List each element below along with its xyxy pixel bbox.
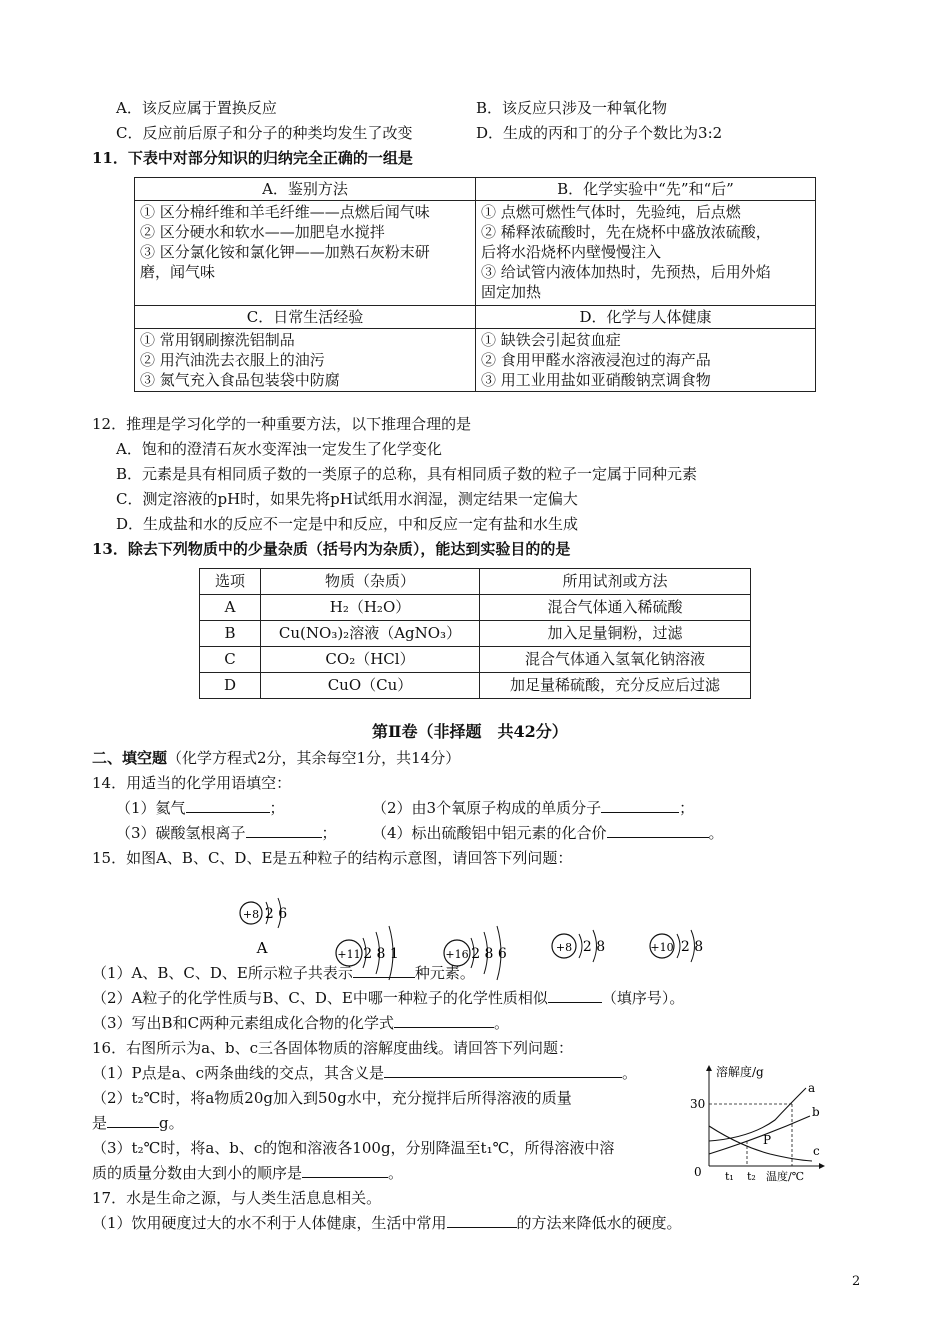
q16-part-1-text: （1）P点是a、c两条曲线的交点，其含义是: [92, 1064, 384, 1082]
section-note: （化学方程式2分，其余每空1分，共14分）: [167, 749, 461, 767]
q15-part-1: [92, 963, 475, 983]
q16-part-1-tail: 。: [621, 1064, 637, 1082]
q11-a-item: 磨，闻气味: [140, 263, 216, 281]
electron-shell-arc: [677, 934, 680, 958]
q16-part-3-cont: [92, 1163, 403, 1183]
q17-part-1-tail: 的方法来降低水的硬度。: [516, 1214, 682, 1232]
q13-header: 物质（杂质）: [261, 569, 480, 595]
part2-title: 第Ⅱ卷（非择题 共42分）: [372, 722, 568, 741]
atom-a-label: A: [256, 939, 268, 957]
q11-b-item: ① 点燃可燃性气体时，先验纯，后点燃: [481, 203, 741, 221]
q13-cell: CO₂（HCl）: [261, 647, 480, 673]
atom-c-nucleus: +16: [445, 948, 469, 961]
answer-blank[interactable]: [384, 1063, 622, 1078]
q13-cell: H₂（H₂O）: [261, 595, 480, 621]
q15-part-3: [92, 1013, 509, 1033]
q16-part-3: （3）t₂℃时，将a、b、c的饱和溶液各100g，分别降温至t₁℃，所得溶液中溶: [92, 1139, 615, 1157]
q14-semicolon: ；: [269, 799, 285, 817]
q11-a-item: ① 区分棉纤维和羊毛纤维——点燃后闻气味: [140, 203, 430, 221]
atom-a: [240, 898, 287, 957]
q16-part-1: [92, 1063, 637, 1083]
q14-item-4-text: （4）标出硫酸铝中铝元素的化合价: [372, 824, 607, 842]
atom-b-shells: 2 8 1: [363, 946, 399, 962]
page-number: 2: [852, 1274, 861, 1289]
q16-part-2-cont: [92, 1113, 184, 1133]
atom-e: [650, 930, 703, 962]
q15-part-3-tail: 。: [494, 1014, 510, 1032]
electron-shell-arc: [579, 934, 582, 958]
q15-part-1-text: （1）A、B、C、D、E所示粒子共表示: [92, 964, 353, 982]
graph-origin: 0: [694, 1165, 702, 1179]
q15-stem: 15．如图A、B、C、D、E是五种粒子的结构示意图，请回答下列问题：: [92, 849, 573, 867]
atom-d-nucleus: +8: [555, 941, 573, 954]
q13-cell: A: [200, 595, 261, 621]
q13-cell: 加入足量铜粉，过滤: [480, 621, 751, 647]
q13-cell: D: [200, 673, 261, 699]
answer-blank[interactable]: [394, 1013, 494, 1028]
curve-a-label: a: [808, 1081, 816, 1095]
q14-semicolon: ；: [679, 799, 695, 817]
q16-part-2-tail: g。: [159, 1114, 184, 1132]
q17-part-1-text: （1）饮用硬度过大的水不利于人体健康，生活中常用: [92, 1214, 447, 1232]
q11-b-item: ② 稀释浓硫酸时，先在烧杯中盛放浓硫酸，: [481, 223, 771, 241]
q13-cell: Cu(NO₃)₂溶液（AgNO₃）: [261, 621, 480, 647]
q11-c-item: ③ 氮气充入食品包装袋中防腐: [140, 371, 340, 389]
curve-c: [709, 1126, 812, 1161]
q13-cell: 加足量稀硫酸，充分反应后过滤: [480, 673, 751, 699]
q15-part-2-text: （2）A粒子的化学性质与B、C、D、E中哪一种粒子的化学性质相似: [92, 989, 548, 1007]
answer-blank[interactable]: [447, 1213, 517, 1228]
q10-option-c: C．反应前后原子和分子的种类均发生了改变: [116, 124, 413, 142]
q13-cell: C: [200, 647, 261, 673]
q11-c-item: ② 用汽油洗去衣服上的油污: [140, 351, 325, 369]
q11-d-item: ① 缺铁会引起贫血症: [481, 331, 621, 349]
answer-blank[interactable]: [353, 963, 415, 978]
q11-b-item: 固定加热: [481, 283, 542, 301]
point-p-label: P: [763, 1133, 772, 1147]
q12-option-b: B．元素是具有相同质子数的一类原子的总称，具有相同质子数的粒子一定属于同种元素: [116, 465, 698, 483]
q14-period: 。: [708, 824, 724, 842]
q11-c-title: C．日常生活经验: [135, 306, 476, 329]
curve-c-label: c: [813, 1144, 820, 1158]
graph-t1-label: t₁: [725, 1170, 734, 1183]
solubility-graph: [680, 1058, 830, 1186]
q17-stem: 17．水是生命之源，与人类生活息息相关。: [92, 1189, 382, 1207]
q10-option-d: D．生成的丙和丁的分子个数比为3:2: [476, 124, 723, 142]
atom-a-shells: 2 6: [264, 906, 288, 922]
q13-stem: 13．除去下列物质中的少量杂质（括号内为杂质），能达到实验目的的是: [92, 540, 571, 558]
q11-d-item: ③ 用工业用盐如亚硝酸钠烹调食物: [481, 371, 711, 389]
q10-option-b: B．该反应只涉及一种氧化物: [476, 99, 668, 117]
answer-blank[interactable]: [107, 1113, 159, 1128]
q11-b-title: B．化学实验中“先”和“后”: [476, 178, 816, 201]
curve-b-label: b: [812, 1105, 820, 1119]
q17-part-1: [92, 1213, 682, 1233]
q12-option-d: D．生成盐和水的反应不一定是中和反应，中和反应一定有盐和水生成: [116, 515, 579, 533]
q13-cell: 混合气体通入氢氧化钠溶液: [480, 647, 751, 673]
q15-part-2-tail: （填序号）。: [601, 989, 685, 1007]
q14-item-1-text: （1）氦气: [116, 799, 186, 817]
q16-stem: 16．右图所示为a、b、c三各固体物质的溶解度曲线。请回答下列问题：: [92, 1039, 574, 1057]
curve-a: [709, 1088, 806, 1141]
q11-a-item: ③ 区分氯化铵和氯化钾——加熟石灰粉末研: [140, 243, 430, 261]
q15-part-2: [92, 988, 684, 1008]
answer-blank[interactable]: [302, 1163, 388, 1178]
atom-a-nucleus: +8: [242, 908, 260, 921]
atom-d-shells: 2 8: [582, 939, 606, 955]
atom-d: [552, 930, 605, 962]
q16-part-2: （2）t₂℃时，将a物质20g加入到50g水中，充分搅拌后所得溶液的质量: [92, 1089, 572, 1107]
atom-e-nucleus: +10: [650, 941, 674, 954]
answer-blank[interactable]: [548, 988, 602, 1003]
q13-cell: B: [200, 621, 261, 647]
q12-option-c: C．测定溶液的pH时，如果先将pH试纸用水润湿，测定结果一定偏大: [116, 490, 578, 508]
q11-d-title: D．化学与人体健康: [476, 306, 816, 329]
q13-header: 选项: [200, 569, 261, 595]
q11-a-item: ② 区分硬水和软水——加肥皂水搅拌: [140, 223, 385, 241]
q16-part-3-tail: 。: [388, 1164, 404, 1182]
q16-part-2-text: 是: [92, 1114, 108, 1132]
q12-option-a: A．饱和的澄清石灰水变浑浊一定发生了化学变化: [116, 440, 442, 458]
q14-stem: 14．用适当的化学用语填空：: [92, 774, 292, 792]
graph-y-label: 溶解度/g: [716, 1065, 764, 1079]
atom-e-shells: 2 8: [680, 939, 704, 955]
atom-c-shells: 2 8 6: [471, 946, 507, 962]
atom-b-nucleus: +11: [337, 948, 361, 961]
q15-part-3-text: （3）写出B和C两种元素组成化合物的化学式: [92, 1014, 395, 1032]
graph-x-label: 温度/℃: [766, 1170, 805, 1183]
q11-a-title: A．鉴别方法: [135, 178, 476, 201]
q14-semicolon: ；: [321, 824, 337, 842]
q14-item-3-text: （3）碳酸氢根离子: [116, 824, 246, 842]
q14-item-2-text: （2）由3个氧原子构成的单质分子: [372, 799, 602, 817]
q16-part-3-text: 质的质量分数由大到小的顺序是: [92, 1164, 303, 1182]
q12-stem: 12．推理是学习化学的一种重要方法，以下推理合理的是: [92, 415, 472, 433]
q13-header: 所用试剂或方法: [480, 569, 751, 595]
graph-y-tick-30: 30: [690, 1097, 706, 1111]
q11-b-item: ③ 给试管内液体加热时，先预热，后用外焰: [481, 263, 771, 281]
q10-option-a: A．该反应属于置换反应: [116, 99, 277, 117]
q11-c-item: ① 常用钢刷擦洗铝制品: [140, 331, 295, 349]
q13-cell: 混合气体通入稀硫酸: [480, 595, 751, 621]
section-label: 二、填空题: [92, 749, 168, 767]
q15-part-1-tail: 种元素。: [414, 964, 475, 982]
q13-cell: CuO（Cu）: [261, 673, 480, 699]
q11-d-item: ② 食用甲醛水溶液浸泡过的海产品: [481, 351, 711, 369]
q11-stem: 11．下表中对部分知识的归纳完全正确的一组是: [92, 149, 413, 167]
graph-t2-label: t₂: [747, 1170, 756, 1183]
q11-b-item: 后将水沿烧杯内壁慢慢注入: [481, 243, 662, 261]
